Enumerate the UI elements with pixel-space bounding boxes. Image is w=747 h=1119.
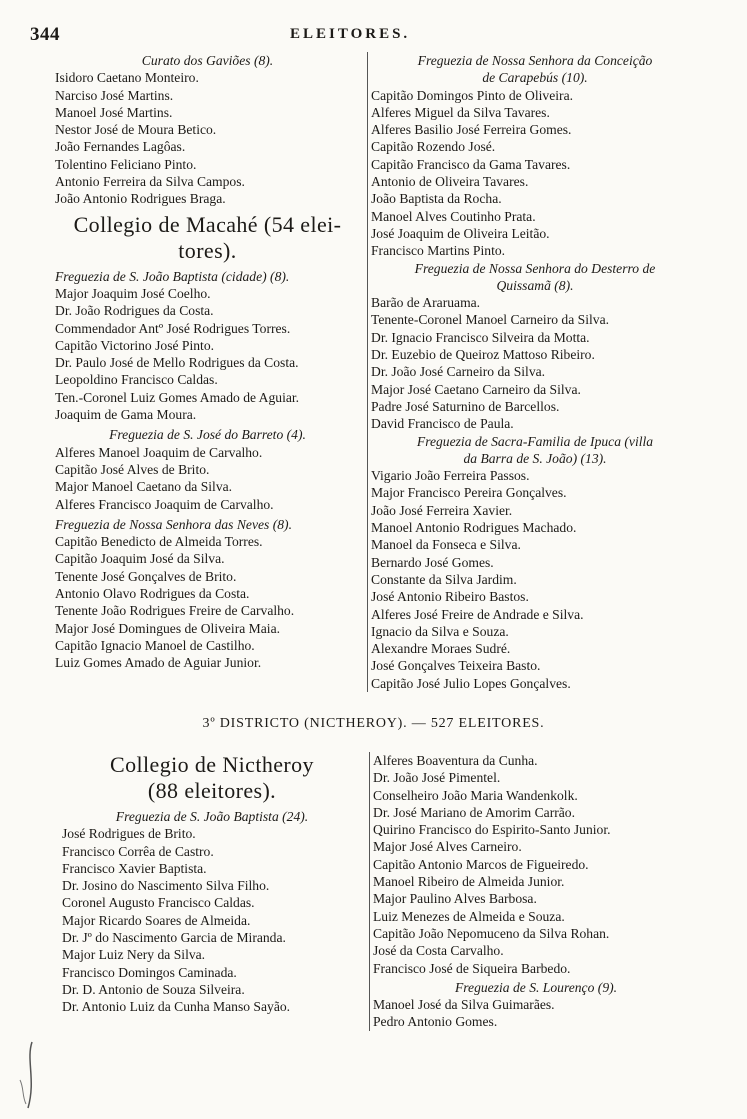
elector-entry: Dr. João José Carneiro da Silva. xyxy=(371,364,546,380)
elector-entry: Alferes José Freire de Andrade e Silva. xyxy=(371,606,584,622)
list-neves xyxy=(55,533,360,671)
running-title: ELEITORES. xyxy=(290,26,411,42)
parish-heading: Freguezia de S. João Baptista (cidade) (8). xyxy=(55,268,290,284)
elector-entry: José Antonio Ribeiro Bastos. xyxy=(371,589,529,605)
section-title-gavioes: Curato dos Gaviões (8). xyxy=(141,53,274,68)
parish-heading: Freguezia de Nossa Senhora das Neves (8). xyxy=(55,516,292,532)
elector-entry: Major Paulino Alves Barbosa. xyxy=(373,891,537,907)
elector-entry: Tenente José Gonçalves de Brito. xyxy=(55,568,237,584)
elector-entry: Dr. D. Antonio de Souza Silveira. xyxy=(62,981,245,997)
elector-entry: Tolentino Feliciano Pinto. xyxy=(55,156,197,172)
elector-entry: Antonio Olavo Rodrigues da Costa. xyxy=(55,586,250,602)
list-nictheroy-sao-joao xyxy=(62,825,362,1015)
elector-entry: Padre José Saturnino de Barcellos. xyxy=(371,398,560,414)
elector-entry: Manoel da Fonseca e Silva. xyxy=(371,537,521,553)
elector-entry: Luiz Gomes Amado de Aguiar Junior. xyxy=(55,655,262,671)
list-ipuca xyxy=(371,467,699,692)
elector-entry: Alferes Basilio José Ferreira Gomes. xyxy=(371,122,572,138)
college-heading-line: Collegio de Macahé (54 elei- xyxy=(73,211,342,237)
elector-entry: Alferes Francisco Joaquim de Carvalho. xyxy=(55,496,274,512)
elector-entry: Leopoldino Francisco Caldas. xyxy=(55,372,218,388)
elector-entry: Alferes Manoel Joaquim de Carvalho. xyxy=(55,444,263,460)
elector-entry: Pedro Antonio Gomes. xyxy=(373,1014,498,1030)
elector-entry: Francisco Xavier Baptista. xyxy=(62,860,207,876)
elector-entry: Alferes Miguel da Silva Tavares. xyxy=(371,104,550,120)
elector-entry: Dr. João José Pimentel. xyxy=(373,770,501,786)
elector-entry: Constante da Silva Jardim. xyxy=(371,571,517,587)
elector-entry: Capitão Domingos Pinto de Oliveira. xyxy=(371,87,573,103)
elector-entry: Vigario João Ferreira Passos. xyxy=(371,468,530,484)
elector-entry: João Fernandes Lagôas. xyxy=(55,139,186,155)
elector-entry: Nestor José de Moura Betico. xyxy=(55,122,217,138)
elector-entry: Capitão Victorino José Pinto. xyxy=(55,337,215,353)
elector-entry: João Antonio Rodrigues Braga. xyxy=(55,191,226,207)
parish-heading: Freguezia de Sacra-Familia de Ipuca (villa xyxy=(416,433,654,449)
elector-entry: Francisco Corrêa de Castro. xyxy=(62,843,214,859)
top-right-column xyxy=(367,52,699,692)
elector-entry: Capitão Rozendo José. xyxy=(371,139,496,155)
elector-entry: Ten.-Coronel Luiz Gomes Amado de Aguiar. xyxy=(55,389,300,405)
elector-entry: Capitão José Alves de Brito. xyxy=(55,461,210,477)
elector-entry: Manoel José Martins. xyxy=(55,104,173,120)
college-heading-line: Collegio de Nictheroy xyxy=(110,752,314,777)
elector-entry: Isidoro Caetano Monteiro. xyxy=(55,70,199,86)
elector-entry: Manoel Antonio Rodrigues Machado. xyxy=(371,520,577,536)
parish-heading: Quissamã (8). xyxy=(496,277,574,293)
parish-heading: Freguezia de S. Lourenço (9). xyxy=(454,979,618,995)
elector-entry: Capitão João Nepomuceno da Silva Rohan. xyxy=(373,925,610,941)
elector-entry: João Baptista da Rocha. xyxy=(371,191,502,207)
elector-entry: Ignacio da Silva e Souza. xyxy=(371,623,509,639)
elector-entry: Joaquim de Gama Moura. xyxy=(55,407,197,423)
elector-entry: Dr. Josino do Nascimento Silva Filho. xyxy=(62,878,270,894)
college-heading-macahe xyxy=(55,212,360,264)
college-heading-nictheroy xyxy=(62,752,362,804)
elector-entry: David Francisco de Paula. xyxy=(371,416,514,432)
elector-entry: Major Joaquim José Coelho. xyxy=(55,285,211,301)
elector-entry: Antonio de Oliveira Tavares. xyxy=(371,174,529,190)
elector-entry: Tenente-Coronel Manoel Carneiro da Silva. xyxy=(371,312,609,328)
parish-heading: da Barra de S. João) (13). xyxy=(463,450,607,466)
page-number: 344 xyxy=(30,24,60,45)
list-gavioes xyxy=(55,69,360,207)
elector-entry: Alferes Boaventura da Cunha. xyxy=(373,753,538,768)
elector-entry: Dr. Euzebio de Queiroz Mattoso Ribeiro. xyxy=(371,347,595,363)
parish-heading: Freguezia de S. José do Barreto (4). xyxy=(109,427,306,443)
list-carapebus xyxy=(371,87,699,260)
elector-entry: Capitão Ignacio Manoel de Castilho. xyxy=(55,637,255,653)
elector-entry: Antonio Ferreira da Silva Campos. xyxy=(55,174,245,190)
elector-entry: João José Ferreira Xavier. xyxy=(371,502,513,518)
elector-entry: Major Francisco Pereira Gonçalves. xyxy=(371,485,567,501)
elector-entry: Dr. Jº do Nascimento Garcia de Miranda. xyxy=(62,930,286,946)
elector-entry: Dr. Antonio Luiz da Cunha Manso Sayão. xyxy=(62,999,291,1015)
college-heading-line: tores). xyxy=(178,237,237,263)
elector-entry: Major José Alves Carneiro. xyxy=(373,839,522,855)
list-sao-joao-baptista xyxy=(55,285,360,423)
elector-entry: Conselheiro João Maria Wandenkolk. xyxy=(373,787,578,803)
elector-entry: Barão de Araruama. xyxy=(371,295,481,311)
elector-entry: Alexandre Moraes Sudré. xyxy=(371,641,511,657)
elector-entry: Capitão Antonio Marcos de Figueiredo. xyxy=(373,856,589,872)
elector-entry: Capitão Benedicto de Almeida Torres. xyxy=(55,534,263,550)
elector-entry: José Rodrigues de Brito. xyxy=(62,826,196,842)
elector-entry: Capitão Francisco da Gama Tavares. xyxy=(371,156,571,172)
elector-entry: Coronel Augusto Francisco Caldas. xyxy=(62,895,255,911)
elector-entry: Dr. José Mariano de Amorim Carrão. xyxy=(373,804,575,820)
elector-entry: José Joaquim de Oliveira Leitão. xyxy=(371,225,550,241)
top-left-column xyxy=(55,52,360,672)
parish-heading: de Carapebús (10). xyxy=(482,70,588,86)
elector-entry: Francisco Martins Pinto. xyxy=(371,243,506,259)
elector-entry: Quirino Francisco do Espirito-Santo Junior. xyxy=(373,822,611,838)
elector-entry: Manoel Ribeiro de Almeida Junior. xyxy=(373,874,565,890)
bottom-left-column xyxy=(62,752,362,1016)
elector-entry: José Gonçalves Teixeira Basto. xyxy=(371,658,541,674)
elector-entry: Capitão José Julio Lopes Gonçalves. xyxy=(371,675,571,691)
list-sao-lourenco xyxy=(373,996,699,1031)
elector-entry: Major José Caetano Carneiro da Silva. xyxy=(371,381,581,397)
elector-entry: Francisco José de Siqueira Barbedo. xyxy=(373,960,571,976)
elector-entry: Bernardo José Gomes. xyxy=(371,554,494,570)
elector-entry: Dr. Ignacio Francisco Silveira da Motta. xyxy=(371,329,590,345)
elector-entry: Major Manoel Caetano da Silva. xyxy=(55,479,233,495)
elector-entry: Commendador Antº José Rodrigues Torres. xyxy=(55,320,291,336)
district-heading: 3º DISTRICTO (NICTHEROY). — 527 ELEITORES. xyxy=(202,716,545,731)
elector-entry: Manoel Alves Coutinho Prata. xyxy=(371,208,536,224)
elector-entry: Major José Domingues de Oliveira Maia. xyxy=(55,620,281,636)
elector-entry: Luiz Menezes de Almeida e Souza. xyxy=(373,908,565,924)
list-barreto xyxy=(55,444,360,513)
elector-entry: Major Luiz Nery da Silva. xyxy=(62,947,206,963)
elector-entry: Francisco Domingos Caminada. xyxy=(62,964,237,980)
bottom-right-column xyxy=(369,752,699,1031)
elector-entry: Dr. Paulo José de Mello Rodrigues da Costa. xyxy=(55,355,299,371)
college-heading-line: (88 eleitores). xyxy=(147,778,277,803)
parish-heading: Freguezia de Nossa Senhora da Conceição xyxy=(417,53,653,68)
parish-heading: Freguezia de S. João Baptista (24). xyxy=(115,809,309,824)
list-quissama xyxy=(371,294,699,432)
elector-entry: Narciso José Martins. xyxy=(55,87,174,103)
elector-entry: Tenente João Rodrigues Freire de Carvalho. xyxy=(55,603,295,619)
elector-entry: Dr. João Rodrigues da Costa. xyxy=(55,303,214,319)
elector-entry: Capitão Joaquim José da Silva. xyxy=(55,551,225,567)
margin-ink-mark xyxy=(14,1040,44,1110)
parish-heading: Freguezia de Nossa Senhora do Desterro de xyxy=(414,260,656,276)
elector-entry: Manoel José da Silva Guimarães. xyxy=(373,997,555,1013)
elector-entry: Major Ricardo Soares de Almeida. xyxy=(62,912,251,928)
elector-entry: José da Costa Carvalho. xyxy=(373,943,504,959)
list-nictheroy-cont xyxy=(373,752,699,977)
